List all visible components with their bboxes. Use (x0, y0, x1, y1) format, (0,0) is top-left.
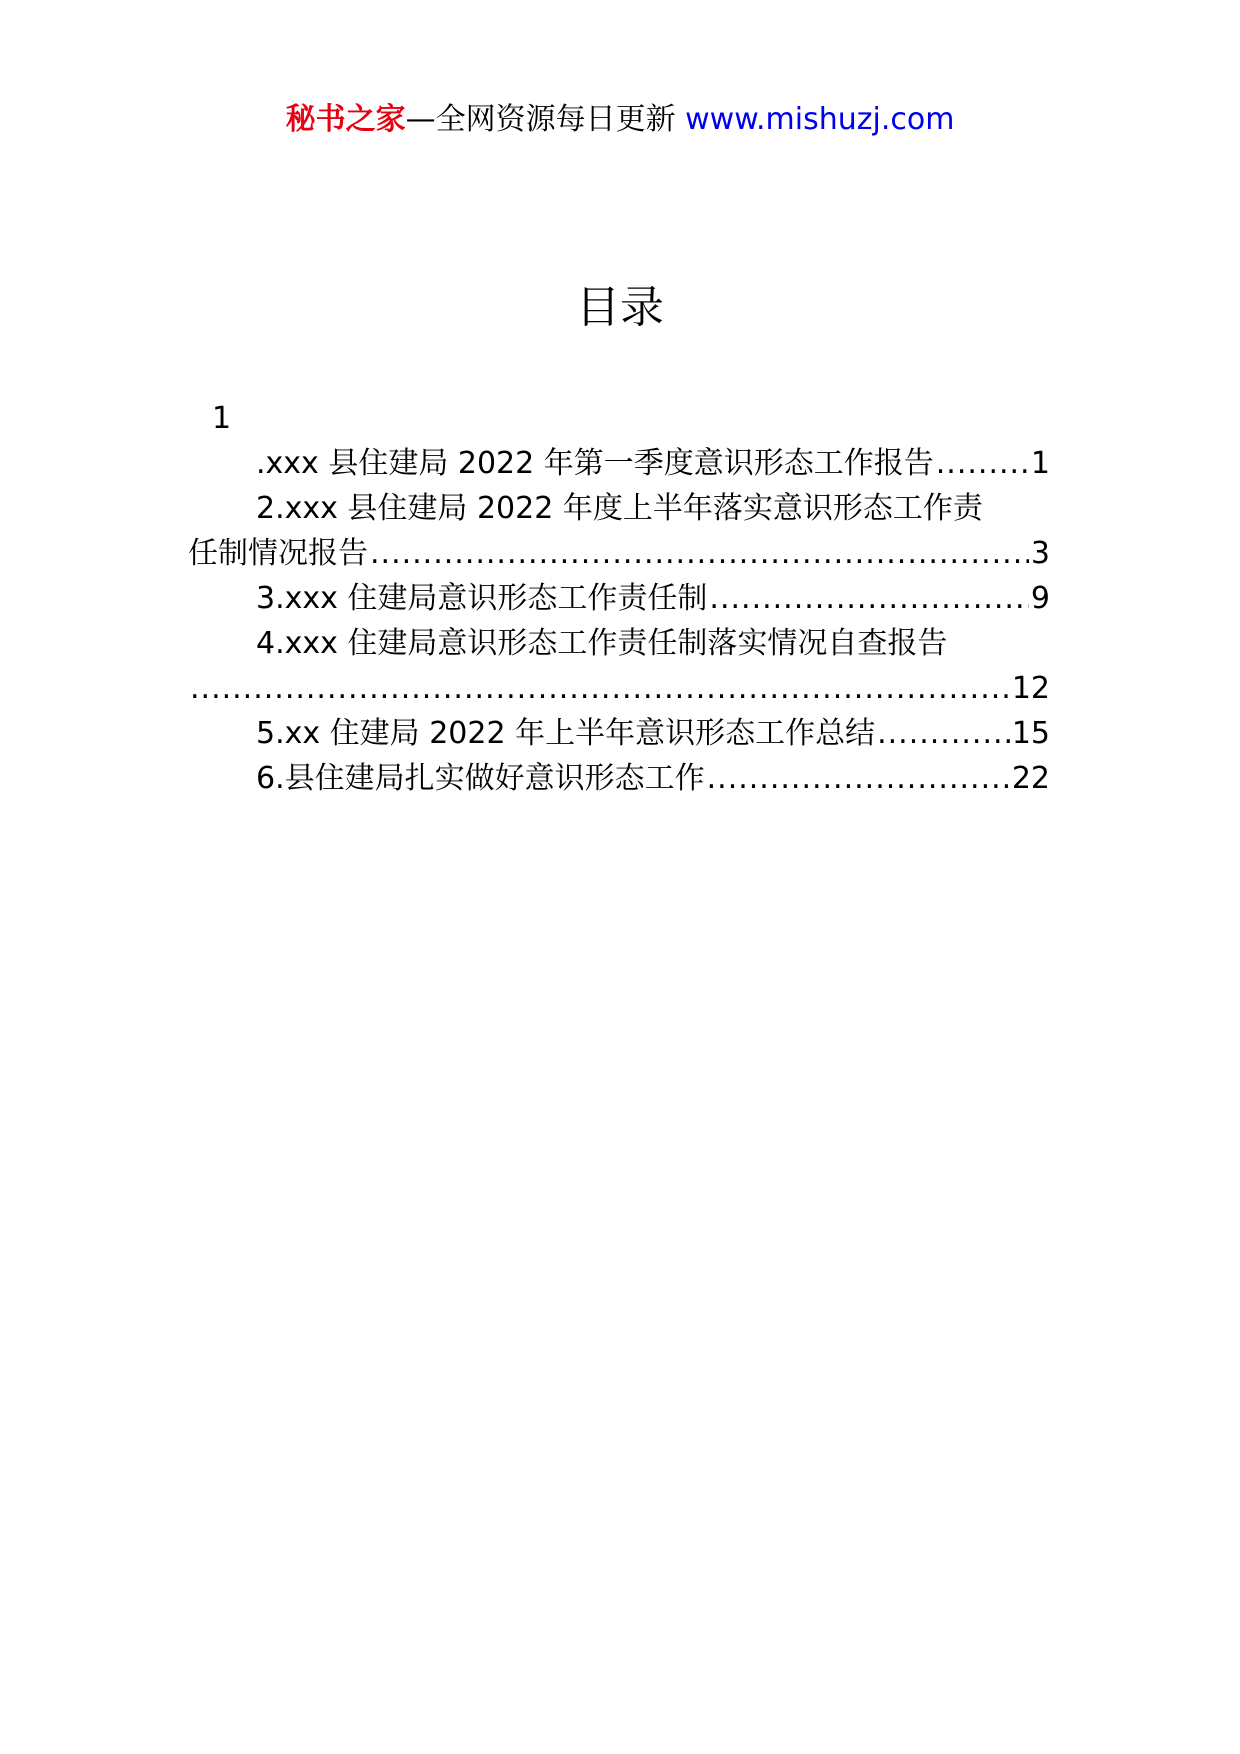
toc-entry-6-label: 6.县住建局扎实做好意识形态工作 (256, 761, 705, 796)
toc-leader-dots (190, 666, 1010, 711)
toc-entry-2-line-1[interactable]: 2.xxx 县住建局 2022 年度上半年落实意识形态工作责 (256, 491, 983, 526)
document-title: 目录 (576, 282, 664, 333)
toc-leader-dots (936, 441, 1029, 486)
toc-entry-6[interactable] (188, 756, 1050, 801)
toc-entry-1[interactable] (188, 441, 1050, 486)
table-of-contents (188, 396, 1050, 801)
toc-entry-1-page: 1 (1030, 446, 1050, 481)
toc-entry-4-line-1[interactable]: 4.xxx 住建局意识形态工作责任制落实情况自查报告 (256, 626, 948, 661)
toc-entry-5-page: 15 (1011, 716, 1050, 751)
toc-entry-5[interactable] (188, 711, 1050, 756)
toc-entry-1-number: 1 (212, 401, 232, 436)
toc-entry-3-page: 9 (1030, 581, 1050, 616)
site-header (0, 100, 1240, 140)
brand-name: 秘书之家 (285, 102, 406, 137)
toc-leader-dots (877, 711, 1010, 756)
toc-entry-2[interactable] (188, 531, 1050, 576)
toc-entry-5-label: 5.xx 住建局 2022 年上半年意识形态工作总结 (256, 716, 876, 751)
toc-entry-6-page: 22 (1011, 761, 1050, 796)
toc-entry-2-page: 3 (1030, 536, 1050, 571)
toc-entry-4[interactable] (188, 666, 1050, 711)
toc-entry-4-page: 12 (1011, 671, 1050, 706)
toc-entry-3[interactable] (188, 576, 1050, 621)
toc-leader-dots (370, 531, 1029, 576)
toc-entry-3-label: 3.xxx 住建局意识形态工作责任制 (256, 581, 708, 616)
toc-entry-2-label: 任制情况报告 (188, 536, 368, 571)
header-slogan: —全网资源每日更新 (405, 102, 686, 137)
site-url-link[interactable]: www.mishuzj.com (685, 102, 955, 137)
toc-leader-dots (707, 756, 1010, 801)
toc-leader-dots (709, 576, 1028, 621)
toc-entry-1-label: .xxx 县住建局 2022 年第一季度意识形态工作报告 (256, 446, 934, 481)
